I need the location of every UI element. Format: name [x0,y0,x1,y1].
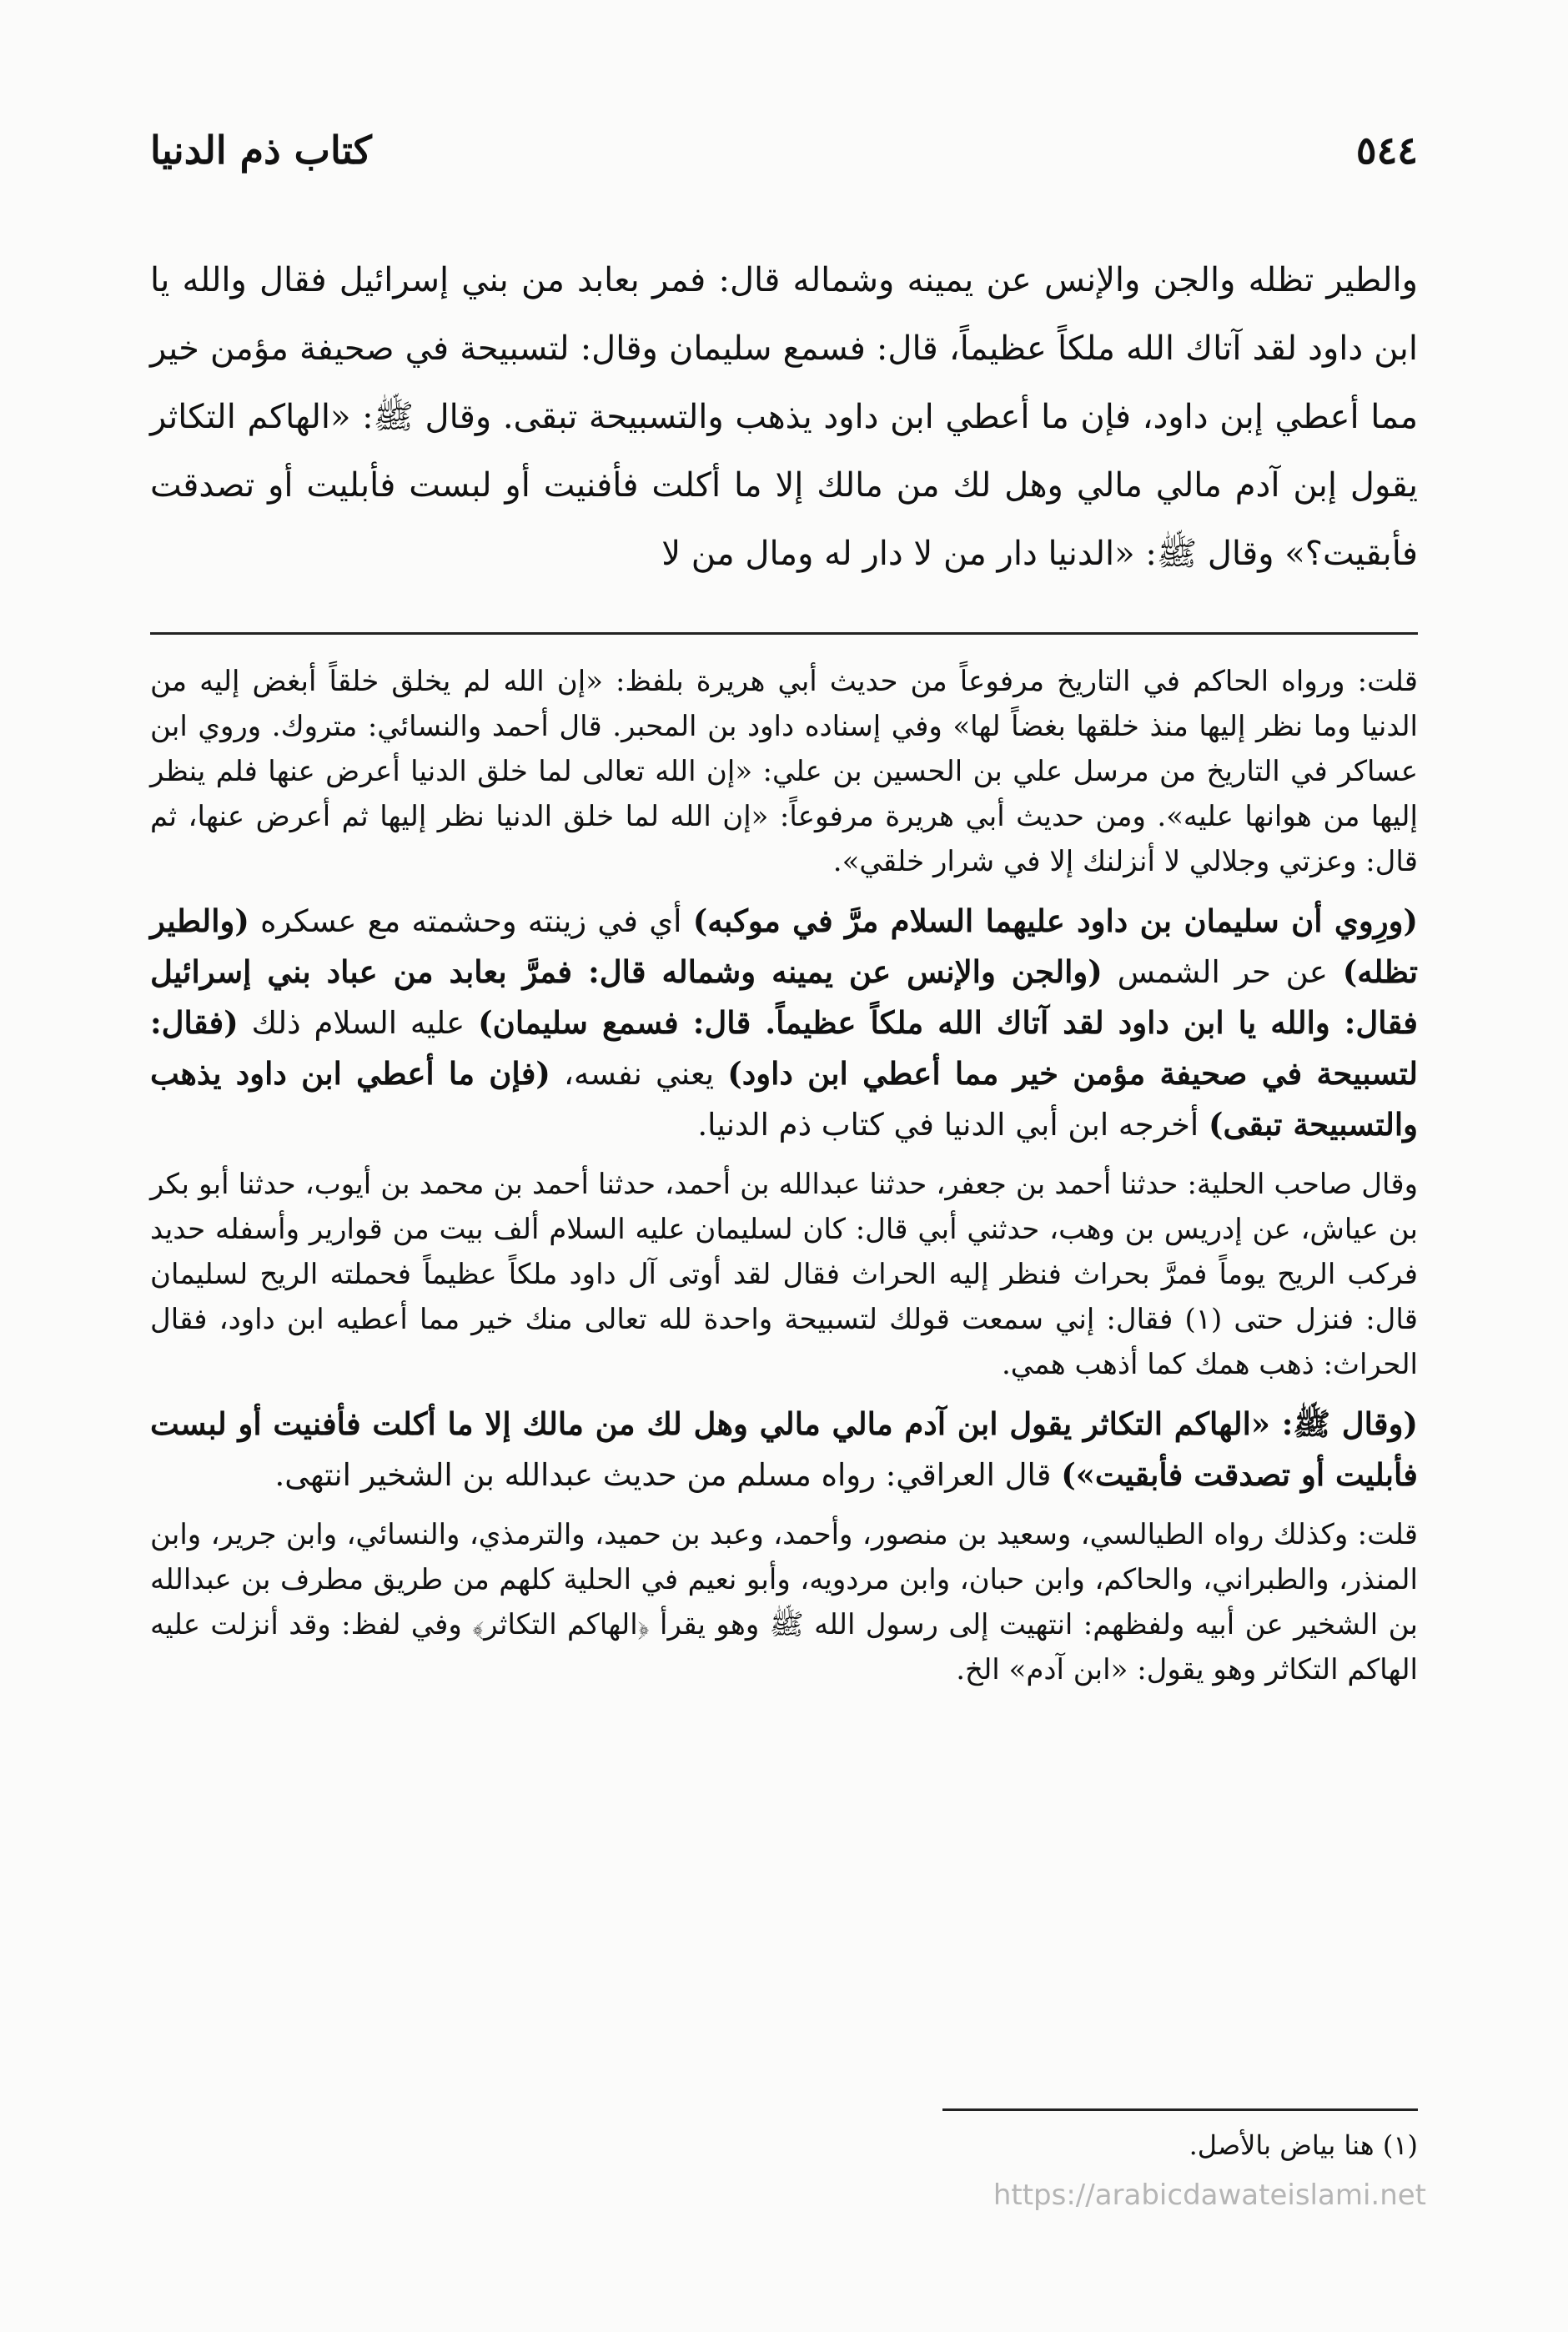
explanation-text: أخرجه ابن أبي الدنيا في كتاب ذم الدنيا. [697,1107,1209,1143]
footnote-rule [942,2108,1418,2111]
explanation-text: عليه السلام ذلك [238,1005,479,1041]
quoted-text: (فقال: لتسبيحة في صحيفة مؤمن خير مما أعطي ابن داود) [150,1004,1418,1092]
page-header [150,117,1418,183]
explanation-text: عن حر الشمس [1102,954,1343,990]
commentary-paragraph: قلت: ورواه الحاكم في التاريخ مرفوعاً من حديث أبي هريرة بلفظ: «إن الله لم يخلق خلقاً أبغض إليه من الدنيا وما نظر إليها منذ خلقها بغضاً لها» وفي إسناده داود بن المحبر. قال أحمد والنسائي: متروك. وروي ابن عساكر في التاريخ من مرسل علي بن الحسين بن علي: «إن الله تعالى لما خلق الدنيا أعرض عنها فلم ينظر إليها من هوانها عليه». ومن حديث أبي هريرة مرفوعاً: «إن الله لما خلق الدنيا نظر إليها ثم أعرض عنها، ثم قال: وعزتي وجلالي لا أنزلنك إلا في شرار خلقي». [150,665,1418,878]
commentary-paragraph: قلت: وكذلك رواه الطيالسي، وسعيد بن منصور، وأحمد، وعبد بن حميد، والترمذي، والنسائي، وابن جرير، وابن المنذر، والطبراني، والحاكم، وابن حبان، وابن مردويه، وأبو نعيم في الحلية كلهم من طريق مطرف بن عبدالله بن الشخير عن أبيه ولفظهم: انتهيت إلى رسول الله ﷺ وهو يقرأ ﴿الهاكم التكاثر﴾ وفي لفظ: وقد أنزلت عليه الهاكم التكاثر وهو يقول: «ابن آدم» الخ. [150,1518,1418,1686]
commentary-paragraph [150,896,1418,1150]
commentary-paragraph [150,1399,1418,1500]
footnote: (١) هنا بياض بالأصل. [1189,2129,1418,2161]
commentary-paragraph: وقال صاحب الحلية: حدثنا أحمد بن جعفر، حدثنا عبدالله بن أحمد، حدثنا أحمد بن محمد بن أيوب، حدثنا أبو بكر بن عياش، عن إدريس بن وهب، حدثني أبي قال: كان لسليمان عليه السلام ألف بيت من قوارير وأسفله حديد فركب الريح يوماً فمرَّ بحراث فنظر إليه الحراث فقال لقد أوتى آل داود ملكاً عظيماً فحملته الريح لسليمان قال: فنزل حتى (١) فقال: إني سمعت قولك لتسبيحة واحدة لله تعالى منك خير مما أعطيه ابن داود، فقال الحراث: ذهب همك كما أذهب همي. [150,1168,1418,1381]
quoted-text: (وقال ﷺ: «الهاكم التكاثر يقول ابن آدم مالي مالي وهل لك من مالك إلا ما أكلت فأفنيت أو لبست فأبليت أو تصدقت فأبقيت») [150,1405,1418,1493]
explanation-text: أي في زينته وحشمته مع عسكره [249,903,693,939]
quoted-text: (والجن والإنس عن يمينه وشماله قال: فمرَّ بعابد من عباد بني إسرائيل فقال: والله يا ابن داود لقد آتاك الله ملكاً عظيماً. قال: فسمع سليمان) [150,953,1418,1041]
running-title: كتاب ذم الدنيا [150,128,372,173]
watermark-url: https://arabicdawateislami.net [993,2179,1426,2212]
explanation-text: يعني نفسه، [550,1056,728,1092]
explanation-text: قال العراقي: رواه مسلم من حديث عبدالله بن الشخير انتهى. [274,1457,1062,1493]
commentary [150,659,1418,1704]
quoted-text: (فإن ما أعطي ابن داود يذهب والتسبيحة تبقى) [150,1055,1418,1143]
quoted-text: (والطير تظله) [150,902,1418,990]
divider-rule [150,632,1418,635]
page-number: ٥٤٤ [1355,128,1418,173]
quoted-text: (ورِوي أن سليمان بن داود عليهما السلام مرَّ في موكبه) [692,902,1418,939]
main-text: والطير تظله والجن والإنس عن يمينه وشماله قال: فمر بعابد من بني إسرائيل فقال والله يا ابن داود لقد آتاك الله ملكاً عظيماً، قال: فسمع سليمان وقال: لتسبيحة في صحيفة مؤمن خير مما أعطي إبن داود، فإن ما أعطي ابن داود يذهب والتسبيحة تبقى. وقال ﷺ: «الهاكم التكاثر يقول إبن آدم مالي مالي وهل لك من مالك إلا ما أكلت فأفنيت أو لبست فأبليت أو تصدقت فأبقيت؟» وقال ﷺ: «الدنيا دار من لا دار له ومال من لا [150,261,1418,573]
